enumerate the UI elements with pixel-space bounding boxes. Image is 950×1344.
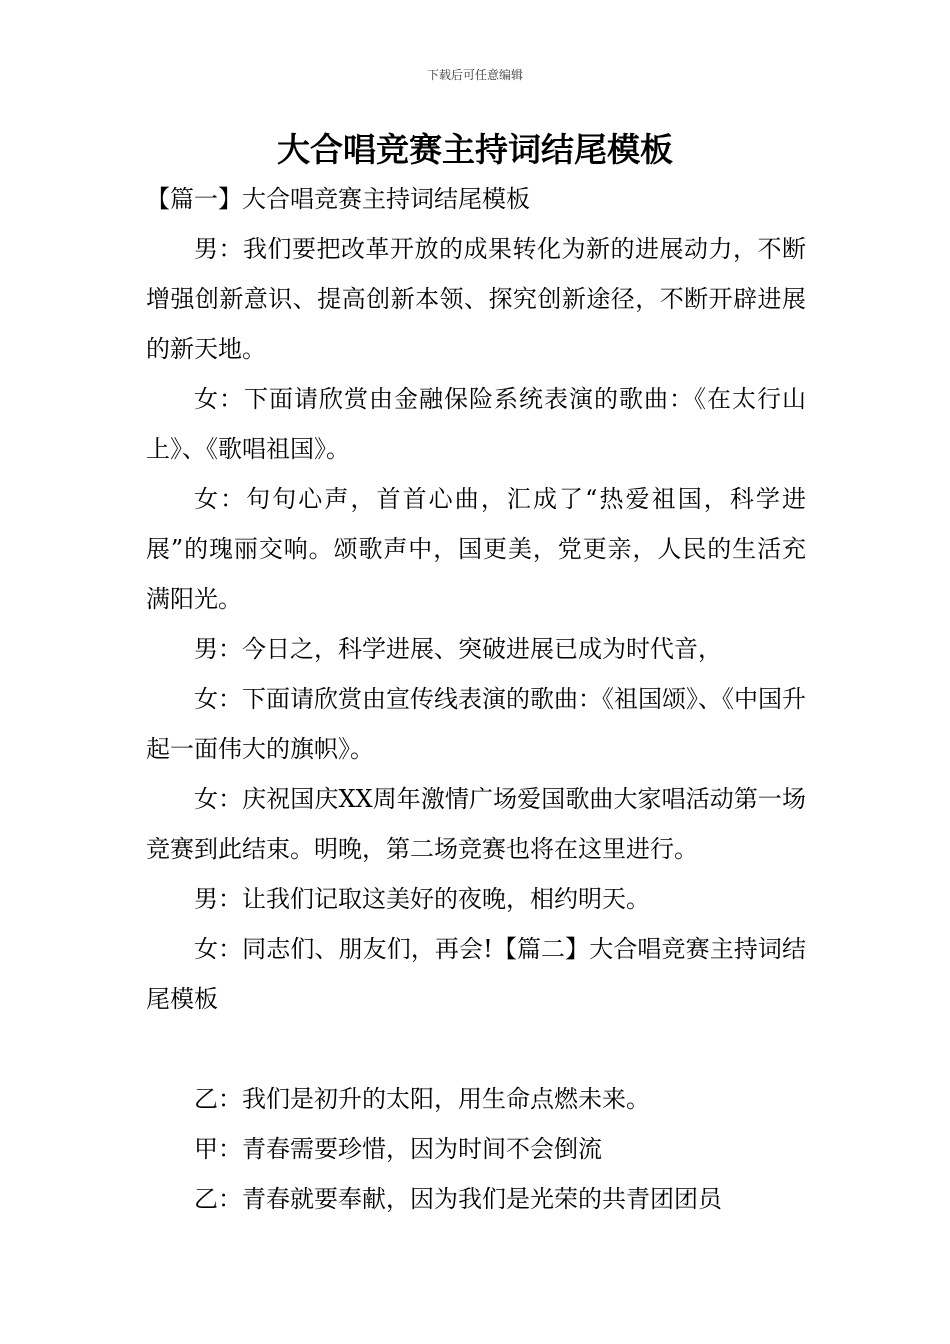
paragraph: 乙：我们是初升的太阳，用生命点燃未来。 [194, 1085, 650, 1113]
paragraph: 女：同志们、朋友们，再会!【篇二】大合唱竞赛主持词结尾模板 [146, 935, 806, 1013]
paragraph: 乙：青春就要奉献，因为我们是光荣的共青团团员 [194, 1185, 722, 1213]
blank-line [146, 1024, 806, 1074]
paragraph: 女：下面请欣赏由金融保险系统表演的歌曲：《在太行山上》、《歌唱祖国》。 [146, 385, 806, 463]
paragraph: 女：庆祝国庆XX周年激情广场爱国歌曲大家唱活动第一场竞赛到此结束。明晚，第二场竞赛也将在这里进行。 [146, 785, 806, 863]
document-title: 大合唱竞赛主持词结尾模板 [277, 130, 673, 169]
header-note: 下载后可任意编辑 [426, 68, 523, 82]
paragraph: 男：让我们记取这美好的夜晚，相约明天。 [194, 885, 650, 913]
paragraph: 男：我们要把改革开放的成果转化为新的进展动力，不断增强创新意识、提高创新本领、探究创新途径，不断开辟进展的新天地。 [146, 235, 806, 363]
section-heading: 【篇一】大合唱竞赛主持词结尾模板 [146, 185, 530, 213]
document-body [146, 174, 806, 1224]
paragraph: 女：下面请欣赏由宣传线表演的歌曲：《祖国颂》、《中国升起一面伟大的旗帜》。 [146, 685, 806, 763]
paragraph: 甲：青春需要珍惜，因为时间不会倒流 [194, 1135, 602, 1163]
paragraph: 男：今日之，科学进展、突破进展已成为时代音， [194, 635, 722, 663]
paragraph: 女：句句心声，首首心曲，汇成了“热爱祖国，科学进展”的瑰丽交响。颂歌声中，国更美，党更亲，人民的生活充满阳光。 [146, 485, 806, 613]
